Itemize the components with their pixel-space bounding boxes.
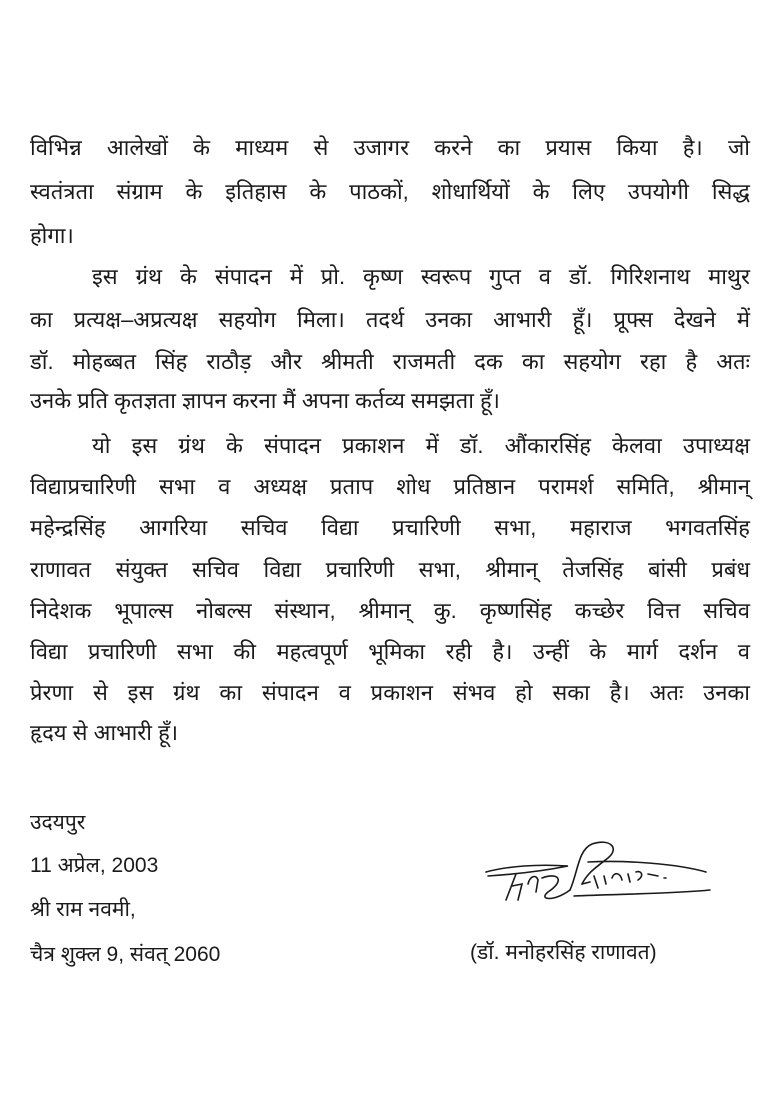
text-line: हृदय से आभारी हूँ।: [30, 720, 179, 745]
text-line: का प्रत्यक्ष–अप्रत्यक्ष सहयोग मिला। तदर्थ उनका आभारी हूँ। प्रूफ्स देखने में: [30, 307, 750, 332]
samvat-date: चैत्र शुक्ल 9, संवत् 2060: [30, 943, 221, 966]
text-line: होगा।: [30, 223, 74, 248]
signature: [478, 832, 728, 912]
signer-name: (डॉ. मनोहरसिंह राणावत): [470, 941, 657, 964]
text-line: उनके प्रति कृतज्ञता ज्ञापन करना मैं अपना कर्तव्य समझता हूँ।: [30, 388, 501, 413]
text-line: यो इस ग्रंथ के संपादन प्रकाशन में डॉ. औंकारसिंह केलवा उपाध्यक्ष: [92, 433, 750, 458]
date: 11 अप्रेल, 2003: [30, 854, 159, 877]
text-line: स्वतंत्रता संग्राम के इतिहास के पाठकों, शोधार्थियों के लिए उपयोगी सिद्ध: [30, 179, 750, 204]
occasion: श्री राम नवमी,: [30, 898, 136, 921]
text-line: इस ग्रंथ के संपादन में प्रो. कृष्ण स्वरूप गुप्त व डॉ. गिरिशनाथ माथुर: [92, 264, 750, 289]
text-line: डॉ. मोहब्बत सिंह राठौड़ और श्रीमती राजमती दक का सहयोग रहा है अतः: [30, 349, 750, 374]
place: उदयपुर: [30, 811, 86, 834]
text-line: राणावत संयुक्त सचिव विद्या प्रचारिणी सभा, श्रीमान् तेजसिंह बांसी प्रबंध: [30, 557, 750, 582]
text-line: विभिन्न आलेखों के माध्यम से उजागर करने का प्रयास किया है। जो: [30, 135, 750, 160]
text-line: महेन्द्रसिंह आगरिया सचिव विद्या प्रचारिणी सभा, महाराज भगवतसिंह: [30, 515, 750, 540]
text-line: विद्याप्रचारिणी सभा व अध्यक्ष प्रताप शोध प्रतिष्ठान परामर्श समिति, श्रीमान्: [30, 474, 750, 499]
text-line: निदेशक भूपाल्स नोबल्स संस्थान, श्रीमान् कु. कृष्णसिंह कच्छेर वित्त सचिव: [30, 598, 750, 623]
text-line: प्रेरणा से इस ग्रंथ का संपादन व प्रकाशन संभव हो सका है। अतः उनका: [30, 680, 750, 705]
text-line: विद्या प्रचारिणी सभा की महत्वपूर्ण भूमिका रही है। उन्हीं के मार्ग दर्शन व: [30, 639, 750, 664]
